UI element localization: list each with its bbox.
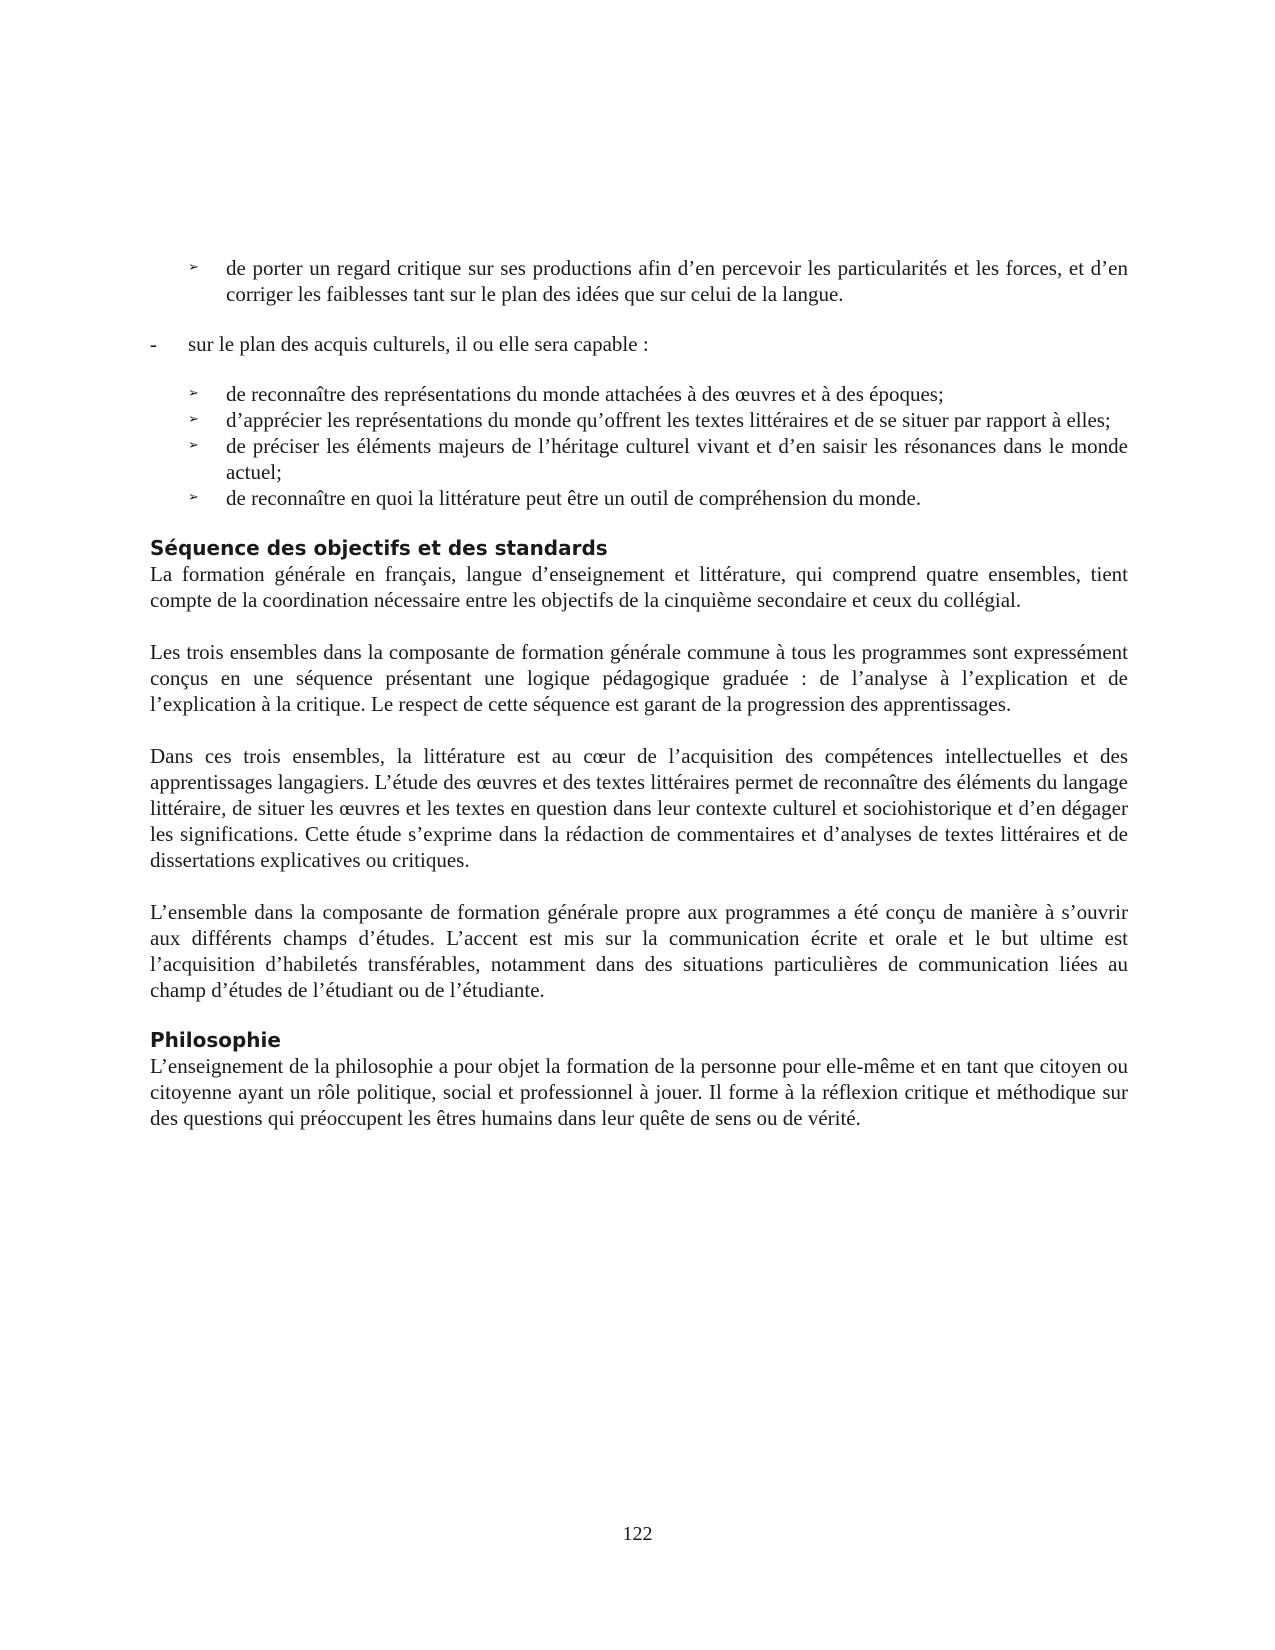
list-item-text: de reconnaître en quoi la littérature peut être un outil de compréhension du monde.: [226, 486, 922, 510]
paragraph: Dans ces trois ensembles, la littérature est au cœur de l’acquisition des compétences intellectuelles et des apprentissages langagiers. L’étude des œuvres et des textes littéraires permet de reconnaître des éléments du langage littéraire, de situer les œuvres et les textes en question dans leur contexte culturel et sociohistorique et d’en dégager les significations. Cette étude s’exprime dans la rédaction de commentaires et d’analyses de textes littéraires et de dissertations explicatives ou critiques.: [150, 744, 1128, 872]
list-item-text: de reconnaître des représentations du monde attachées à des œuvres et à des époques;: [226, 382, 944, 406]
list-item-text: d’apprécier les représentations du monde qu’offrent les textes littéraires et de se situer par rapport à elles;: [226, 408, 1111, 432]
list-item: [150, 433, 1128, 485]
section-heading-sequence: Séquence des objectifs et des standards: [150, 536, 608, 560]
list-item: [150, 485, 1128, 511]
arrow-bullet-icon: ➢: [188, 412, 199, 427]
list-item: [150, 407, 1128, 433]
list-item: [150, 255, 1128, 307]
dash-item-text: sur le plan des acquis culturels, il ou elle sera capable :: [188, 332, 649, 356]
list-item-text: de préciser les éléments majeurs de l’héritage culturel vivant et d’en saisir les résonances dans le monde actuel;: [226, 434, 1128, 484]
intro-bullet-list: [150, 255, 1128, 307]
arrow-bullet-icon: ➢: [188, 438, 199, 453]
paragraph: La formation générale en français, langue d’enseignement et littérature, qui comprend quatre ensembles, tient compte de la coordination nécessaire entre les objectifs de la cinquième secondaire et ceux du collégial.: [150, 562, 1128, 612]
paragraph: L’enseignement de la philosophie a pour objet la formation de la personne pour elle-même et en tant que citoyen ou citoyenne ayant un rôle politique, social et professionnel à jouer. Il forme à la réflexion critique et méthodique sur des questions qui préoccupent les êtres humains dans leur quête de sens ou de vérité.: [150, 1054, 1128, 1130]
list-item-text: de porter un regard critique sur ses productions afin d’en percevoir les particularités et les forces, et d’en corriger les faiblesses tant sur le plan des idées que sur celui de la langue.: [226, 256, 1128, 306]
paragraph: Les trois ensembles dans la composante de formation générale commune à tous les programmes sont expressément conçus en une séquence présentant une logique pédagogique graduée : de l’analyse à l’explication et de l’explication à la critique. Le respect de cette séquence est garant de la progression des apprentissages.: [150, 640, 1128, 716]
list-item: [150, 381, 1128, 407]
arrow-bullet-icon: ➢: [188, 490, 199, 505]
culture-bullet-list: [150, 381, 1128, 511]
dash-bullet: -: [150, 332, 157, 356]
section-heading-philosophie: Philosophie: [150, 1028, 281, 1052]
page-content: [150, 255, 1128, 1131]
arrow-bullet-icon: ➢: [188, 386, 199, 401]
paragraph: L’ensemble dans la composante de formation générale propre aux programmes a été conçu de manière à s’ouvrir aux différents champs d’études. L’accent est mis sur la communication écrite et orale et le but ultime est l’acquisition d’habiletés transférables, notamment dans des situations particulières de communication liées au champ d’études de l’étudiant ou de l’étudiante.: [150, 900, 1128, 1002]
arrow-bullet-icon: ➢: [188, 260, 199, 275]
page-number: 122: [622, 1523, 653, 1545]
dash-list-item: [150, 331, 1128, 357]
